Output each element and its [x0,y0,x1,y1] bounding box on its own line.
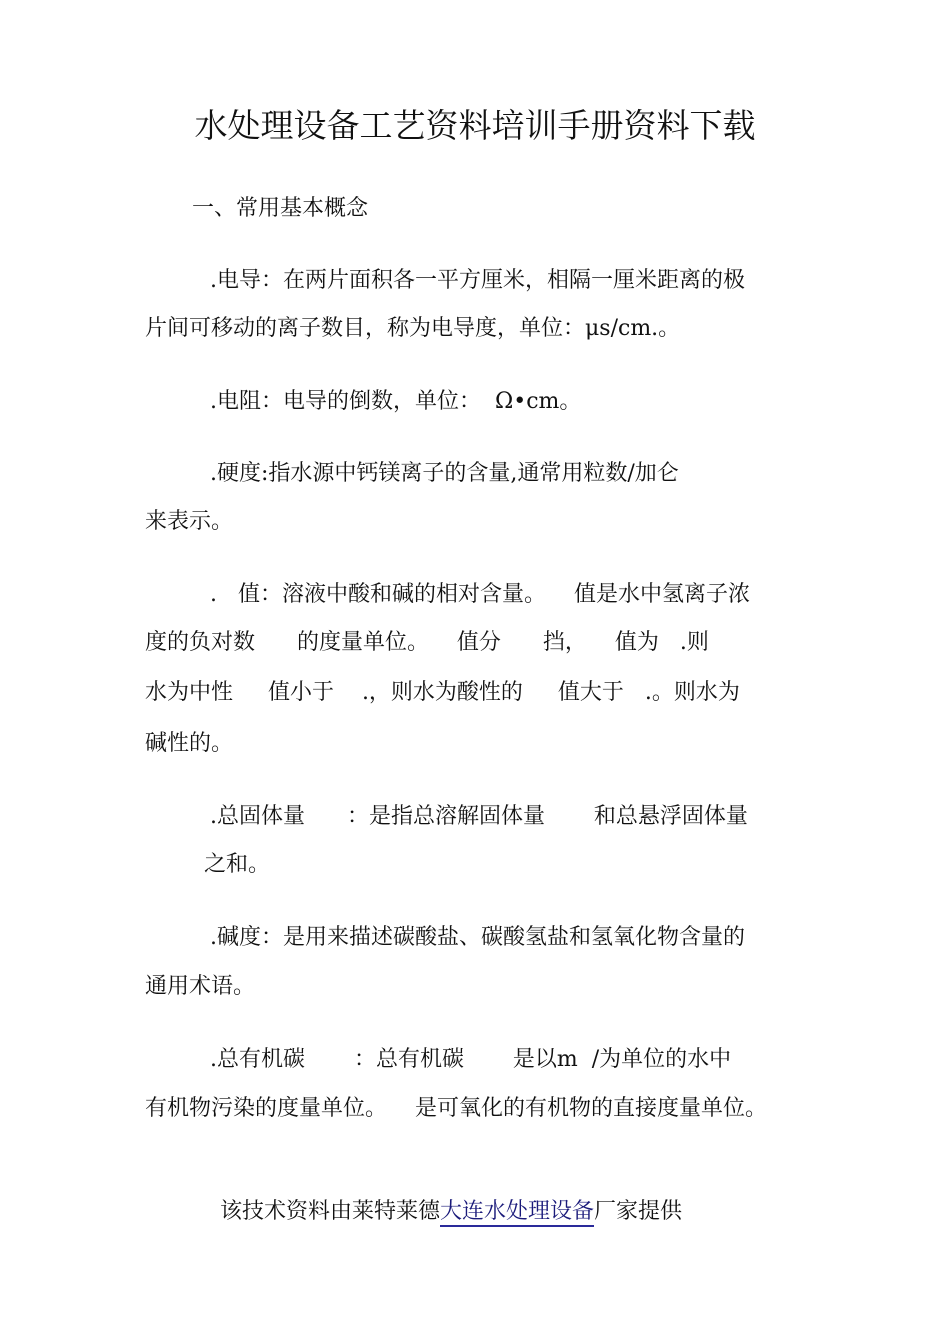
footer-link[interactable]: 大连水处理设备 [440,1199,594,1227]
paragraph-line: .总有机碳 ：总有机碳 是以m /为单位的水中 [210,1047,732,1072]
page-title: 水处理设备工艺资料培训手册资料下载 [194,106,756,145]
paragraph-line: 片间可移动的离子数目，称为电导度，单位：μs/cm.。 [145,316,681,341]
paragraph-line: 度的负对数 的度量单位。 值分 挡， 值为 .则 [145,630,709,655]
paragraph-line: 来表示。 [145,509,234,534]
paragraph-line: .总固体量 ：是指总溶解固体量 和总悬浮固体量 [210,804,748,829]
footer-line [192,1167,682,1257]
section-heading: 一、常用基本概念 [192,196,369,221]
footer-prefix: 该技术资料由莱特莱德 [219,1199,440,1224]
footer-suffix: 厂家提供 [594,1199,683,1224]
paragraph-line: 有机物污染的度量单位。 是可氧化的有机物的直接度量单位。 [145,1096,767,1121]
paragraph-line: . 值：溶液中酸和碱的相对含量。 值是水中氢离子浓 [210,582,750,607]
paragraph-line: 碱性的。 [145,731,234,756]
paragraph-line: 之和。 [204,852,271,877]
paragraph-line: .电导：在两片面积各一平方厘米，相隔一厘米距离的极 [210,268,745,293]
paragraph-line: 通用术语。 [145,974,256,999]
paragraph-line: .碱度：是用来描述碳酸盐、碳酸氢盐和氢氧化物含量的 [210,925,745,950]
paragraph-line: .电阻：电导的倒数，单位： Ω•cm。 [210,389,582,414]
paragraph-line: .硬度:指水源中钙镁离子的含量,通常用粒数/加仑 [210,461,679,486]
paragraph-line: 水为中性 值小于 .，则水为酸性的 值大于 .。则水为 [145,680,740,705]
